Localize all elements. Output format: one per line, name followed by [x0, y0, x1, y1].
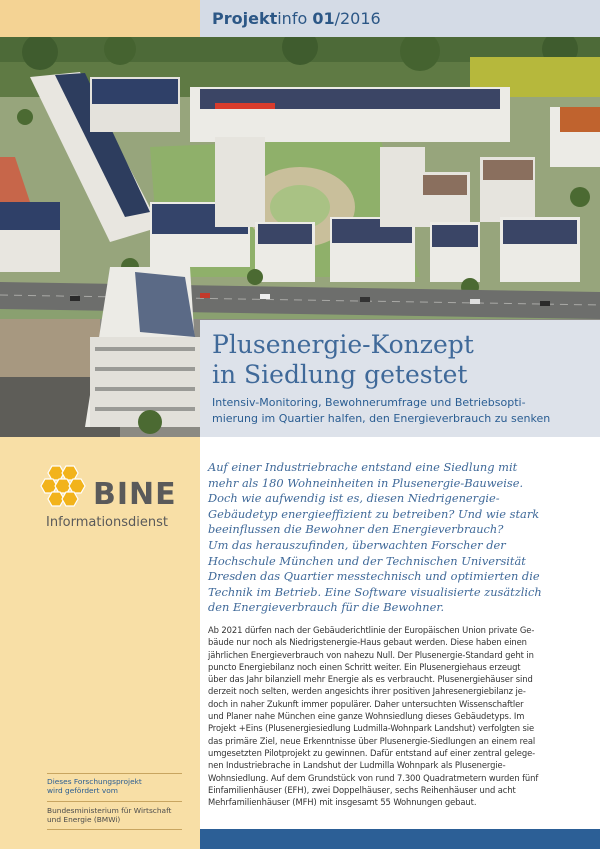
bine-logo-subtitle: Informationsdienst [46, 515, 168, 530]
body-paragraph [208, 624, 596, 808]
intro-line: Auf einer Industriebrache entstand eine Siedlung mit [208, 460, 518, 474]
funding-divider [47, 829, 182, 830]
intro-line: Hochschule München und der Technischen Universität [208, 553, 526, 568]
body-line: das primäre Ziel, neue Erkenntnisse über Plusenergie-Siedlungen an einem real [208, 735, 536, 746]
subheadline-line-1: Intensiv-Monitoring, Bewohnerumfrage und Betriebsopti- [212, 396, 526, 409]
header-bar [200, 0, 600, 37]
funding-note-line-2: wird gefördert vom [47, 786, 118, 795]
left-header-band [0, 0, 200, 37]
bine-logo-name: BINE [93, 477, 177, 512]
headline-line-2: in Siedlung getestet [212, 360, 468, 389]
body-line: puncto Energiebilanz noch einen Schritt weiter. Ein Plusenergiehaus erzeugt [208, 661, 521, 672]
intro-line: Gebäudetyp energieeffizient zu betreiben? Und wie stark [208, 506, 540, 521]
issue-number: 01 [312, 9, 335, 28]
funding-note-line-1: Dieses Forschungsprojekt [47, 777, 142, 786]
publication-title-bold: Projekt [212, 9, 278, 28]
publication-title-regular: info [277, 9, 313, 28]
funding-divider [47, 801, 182, 802]
body-line: derzeit noch selten, werden angesichts ihrer positiven Jahresenergiebilanz je- [208, 686, 526, 697]
intro-line: Technik im Betrieb. Eine Software visualisierte zusätzlich [208, 584, 542, 599]
issue-year: /2016 [334, 9, 381, 28]
body-line: nen Industriebrache in Landshut der Ludmilla Wohnpark als Plusenergie- [208, 760, 506, 771]
funding-divider [47, 773, 182, 774]
intro-paragraph [208, 460, 598, 616]
headline-line-1: Plusenergie-Konzept [212, 330, 474, 359]
body-line: Projekt +Eins (Plusenergiesiedlung Ludmilla-Wohnpark Landshut) verfolgten sie [208, 723, 535, 734]
intro-line: Um das herauszufinden, überwachten Forscher der [208, 537, 506, 552]
intro-line: den Energieverbrauch für die Bewohner. [208, 600, 445, 615]
footer-bar [200, 829, 600, 849]
publication-title [212, 9, 381, 28]
body-line: und Planer nahe München eine ganze Wohnsiedlung dieses Gebäudetyps. Im [208, 711, 525, 722]
body-line: Ab 2021 dürfen nach der Gebäuderichtlinie der Europäischen Union private Ge- [208, 625, 535, 635]
subheadline-line-2: mierung im Quartier halfen, den Energieverbrauch zu senken [212, 412, 551, 425]
intro-line: mehr als 180 Wohneinheiten in Plusenergie-Bauweise. [208, 475, 524, 490]
body-line: doch in naher Zukunft immer populärer. Daher untersuchten Wissenschaftler [208, 698, 524, 709]
intro-line: Dresden das Quartier messtechnisch und optimierten die [208, 569, 540, 584]
bine-hexagon-logo-icon [38, 464, 92, 510]
body-line: Mehrfamilienhäuser (MFH) mit insgesamt 55 Wohnungen gebaut. [208, 797, 477, 808]
body-line: jährlichen Energieverbrauch von nahezu Null. Der Plusenergie-Standard geht in [208, 649, 534, 660]
body-line: umgesetzten Pilotprojekt zu gewinnen. Dafür entstand auf einer zentral gelege- [208, 747, 536, 758]
body-line: Einfamilienhäuser (EFH), zwei Doppelhäuser, sechs Reihenhäuser und acht [208, 784, 516, 795]
body-line: über das Jahr bilanziell mehr Energie als es verbraucht. Plusenergiehäuser sind [208, 674, 533, 685]
body-line: Wohnsiedlung. Auf dem Grundstück von rund 7.300 Quadratmetern wurden fünf [208, 772, 539, 783]
funding-ministry-line-2: und Energie (BMWi) [47, 815, 121, 824]
funding-ministry-line-1: Bundesministerium für Wirtschaft [47, 806, 172, 815]
body-line: bäude nur noch als Niedrigstenergie-Haus gebaut werden. Diese haben einen [208, 637, 527, 648]
headline-box [200, 320, 600, 437]
intro-line: beeinflussen die Bewohner den Energieverbrauch? [208, 522, 504, 537]
intro-line: Doch wie aufwendig ist es, diesen Niedrigenergie- [208, 491, 500, 506]
